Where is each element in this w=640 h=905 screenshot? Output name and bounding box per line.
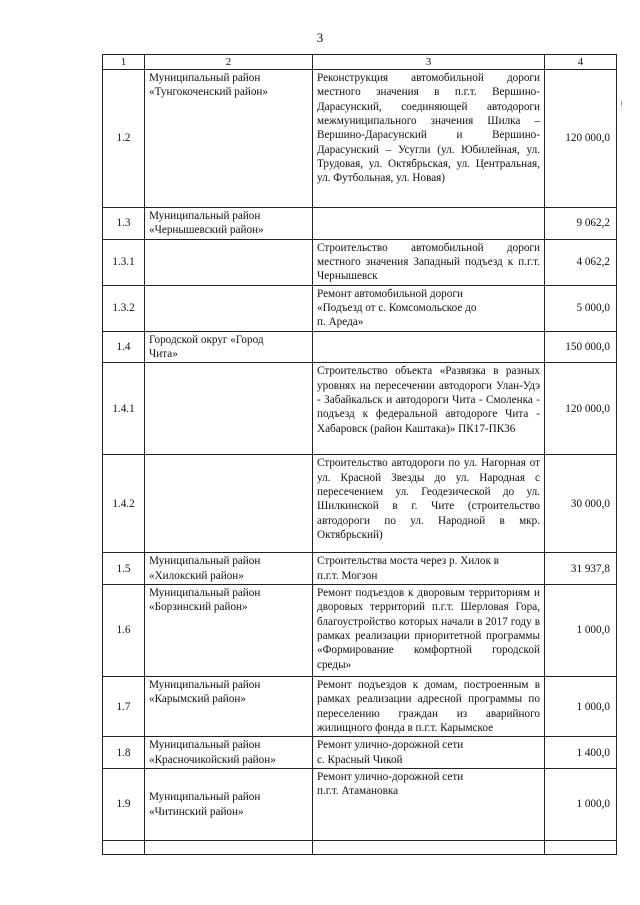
table-row (103, 677, 617, 737)
description-cell: Строительство автомобильной дороги местного значения Западный подъезд к п.г.т. Чернышевск (313, 239, 545, 285)
row-number (103, 841, 145, 855)
table-row (103, 239, 617, 285)
table-row (103, 553, 617, 585)
description-cell: Строительства моста через р. Хилок в п.г.т. Могзон (313, 553, 545, 585)
district-cell: Муниципальный район «Читинский район» (145, 769, 313, 841)
row-number: 1.4.2 (103, 455, 145, 553)
table-header-row (103, 55, 617, 70)
amount-cell: 120 000,0 (545, 363, 617, 455)
table-row (103, 585, 617, 677)
table-row (103, 70, 617, 208)
table-row (103, 455, 617, 553)
row-number: 1.6 (103, 585, 145, 677)
amount-cell: 9 062,2 (545, 208, 617, 240)
description-cell: Реконструкция автомобильной дороги местного значения в п.г.т. Вершино-Дарасунский, соединяющей автодороги межмуниципального значения Шилка – Вершино-Дарасунский и Вершино-Дарасунский – Усугли (ул. Юбилейная, ул. Трудовая, ул. Октябрьская, ул. Центральная, ул. Футбольная, ул. Новая) (313, 70, 545, 208)
district-cell (145, 285, 313, 331)
district-cell: Городской округ «Город Чита» (145, 331, 313, 363)
table-row (103, 769, 617, 841)
description-cell: Ремонт улично-дорожной сети с. Красный Чикой (313, 737, 545, 769)
amount-cell: 1 400,0 (545, 737, 617, 769)
row-number: 1.3.2 (103, 285, 145, 331)
row-number: 1.5 (103, 553, 145, 585)
district-cell: Муниципальный район «Карымский район» (145, 677, 313, 737)
row-number: 1.3.1 (103, 239, 145, 285)
description-cell (313, 331, 545, 363)
header-cell: 2 (145, 55, 313, 70)
description-cell: Ремонт улично-дорожной сети п.г.т. Атамановка (313, 769, 545, 841)
table-row (103, 363, 617, 455)
header-cell: 3 (313, 55, 545, 70)
amount-cell: 5 000,0 (545, 285, 617, 331)
district-cell (145, 363, 313, 455)
amount-cell: 1 000,0 (545, 677, 617, 737)
description-cell: Строительство объекта «Развязка в разных уровнях на пересечении автодороги Улан-Удэ - Забайкальск и автодороги Чита - Смоленка - подъезд к федеральной автодороге Чита - Хабаровск (район Каштака)» ПК17-ПК36 (313, 363, 545, 455)
district-cell (145, 455, 313, 553)
description-cell (313, 841, 545, 855)
header-cell: 1 (103, 55, 145, 70)
row-number: 1.4.1 (103, 363, 145, 455)
district-cell: Муниципальный район «Красночикойский район» (145, 737, 313, 769)
district-cell: Муниципальный район «Борзинский район» (145, 585, 313, 677)
page-number: 3 (316, 30, 324, 45)
district-cell: Муниципальный район «Тунгокоченский район» (145, 70, 313, 208)
amount-cell: 1 000,0 (545, 585, 617, 677)
table-row (103, 285, 617, 331)
amount-cell: 4 062,2 (545, 239, 617, 285)
scan-artifact-mark (621, 101, 622, 106)
description-cell: Ремонт автомобильной дороги «Подъезд от с. Комсомольское до п. Ареда» (313, 285, 545, 331)
description-cell: Ремонт подъездов к домам, построенным в рамках реализации адресной программы по переселению граждан из аварийного жилищного фонда в п.г.т. Карымское (313, 677, 545, 737)
row-number: 1.7 (103, 677, 145, 737)
row-number: 1.4 (103, 331, 145, 363)
amount-cell: 31 937,8 (545, 553, 617, 585)
table-row (103, 841, 617, 855)
funding-table (102, 54, 617, 855)
amount-cell: 1 000,0 (545, 769, 617, 841)
amount-cell: 120 000,0 (545, 70, 617, 208)
description-cell: Строительство автодороги по ул. Нагорная от ул. Красной Звезды до ул. Народная с пересечением ул. Геодезической до ул. Шилкинской в г. Чите (строительство автодороги по ул. Народной в мкр. Октябрьский) (313, 455, 545, 553)
row-number: 1.2 (103, 70, 145, 208)
row-number: 1.3 (103, 208, 145, 240)
header-cell: 4 (545, 55, 617, 70)
district-cell (145, 841, 313, 855)
amount-cell: 150 000,0 (545, 331, 617, 363)
amount-cell (545, 841, 617, 855)
row-number: 1.8 (103, 737, 145, 769)
description-cell (313, 208, 545, 240)
row-number: 1.9 (103, 769, 145, 841)
district-cell: Муниципальный район «Хилокский район» (145, 553, 313, 585)
table-row (103, 737, 617, 769)
amount-cell: 30 000,0 (545, 455, 617, 553)
table-row (103, 331, 617, 363)
district-cell (145, 239, 313, 285)
table-row (103, 208, 617, 240)
district-cell: Муниципальный район «Чернышевский район» (145, 208, 313, 240)
description-cell: Ремонт подъездов к дворовым территориям и дворовых территорий п.г.т. Шерловая Гора, благоустройство которых начали в 2017 году в рамках реализации приоритетной программы «Формирование комфортной городской среды» (313, 585, 545, 677)
